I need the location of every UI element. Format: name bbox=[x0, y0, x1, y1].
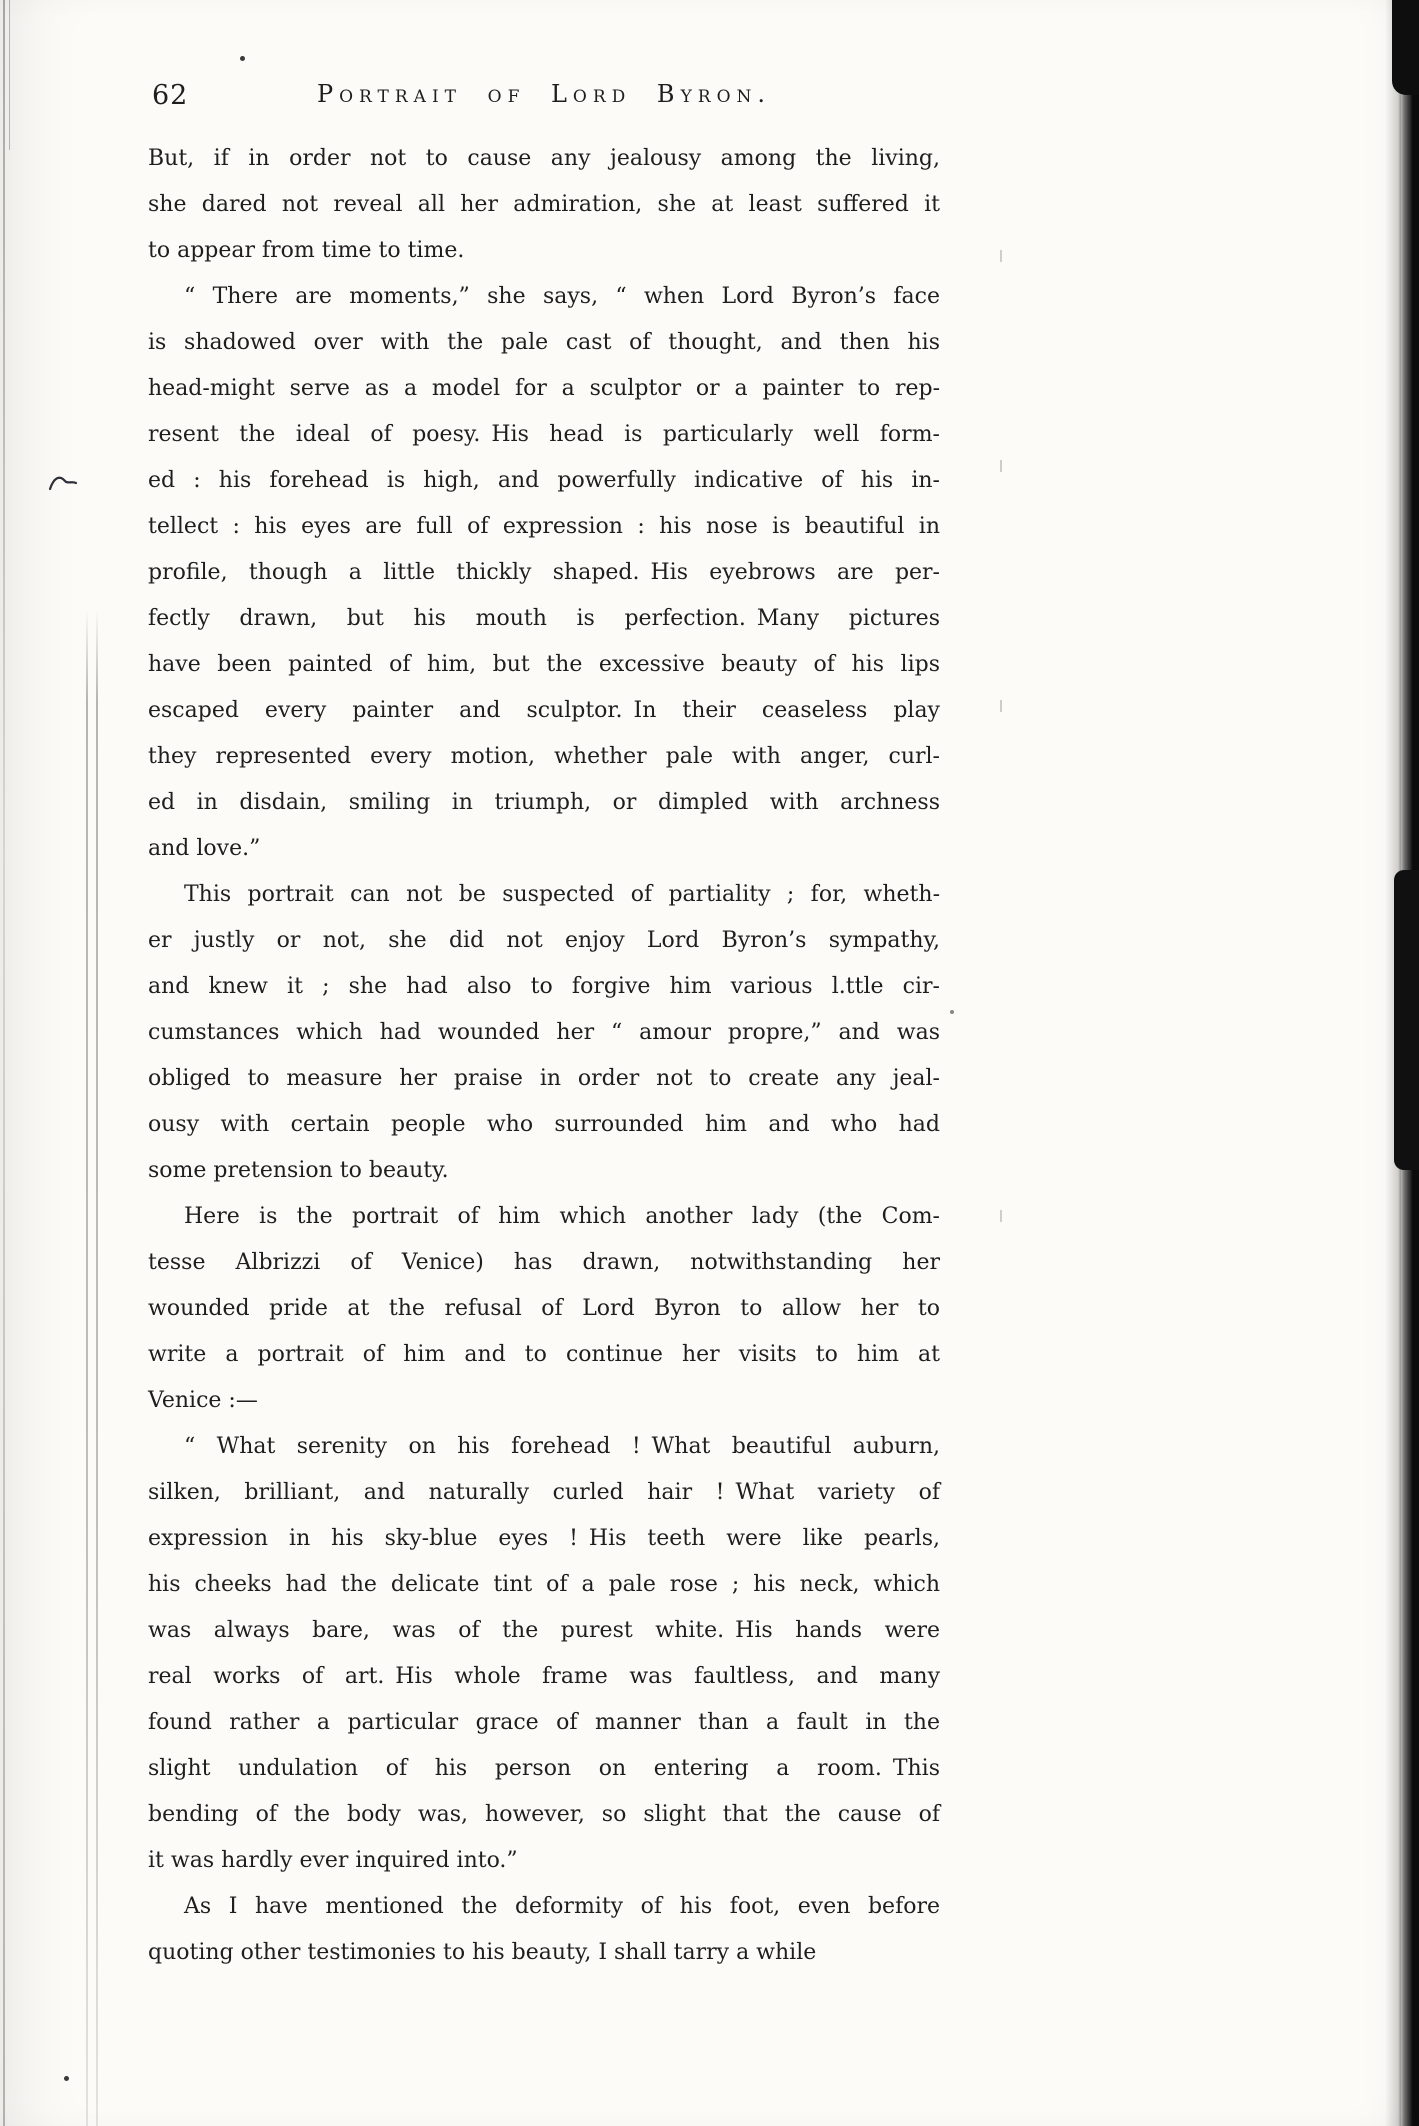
scan-noise-dash bbox=[1000, 700, 1002, 712]
text-line: fectly drawn, but his mouth is perfection. Many pictures bbox=[148, 606, 940, 631]
text-line: slight undulation of his person on entering a room. This bbox=[148, 1756, 940, 1781]
text-line: head-might serve as a model for a sculptor or a painter to rep- bbox=[148, 376, 940, 401]
text-line: er justly or not, she did not enjoy Lord Byron’s sympathy, bbox=[148, 928, 940, 953]
paragraph bbox=[148, 274, 940, 872]
text-line: quoting other testimonies to his beauty, I shall tarry a while bbox=[148, 1940, 817, 1965]
text-line: Here is the portrait of him which another lady (the Com- bbox=[184, 1204, 940, 1229]
text-line: resent the ideal of poesy. His head is particularly well form- bbox=[148, 422, 940, 447]
text-line: write a portrait of him and to continue her visits to him at bbox=[148, 1342, 940, 1367]
paragraph bbox=[148, 1194, 940, 1424]
scan-edge-line bbox=[3, 0, 5, 2126]
paragraph bbox=[148, 872, 940, 1194]
text-line: was always bare, was of the purest white. His hands were bbox=[148, 1618, 940, 1643]
text-line: ed in disdain, smiling in triumph, or dimpled with archness bbox=[148, 790, 940, 815]
text-line: escaped every painter and sculptor. In their ceaseless play bbox=[148, 698, 940, 723]
scan-noise-dash bbox=[1000, 250, 1002, 262]
paragraph bbox=[148, 1884, 940, 1976]
text-line: it was hardly ever inquired into.” bbox=[148, 1848, 518, 1873]
text-line: and knew it ; she had also to forgive him various l.ttle cir- bbox=[148, 974, 940, 999]
text-line: wounded pride at the refusal of Lord Byron to allow her to bbox=[148, 1296, 940, 1321]
text-line: “ What serenity on his forehead ! What beautiful auburn, bbox=[184, 1434, 940, 1459]
pen-squiggle-icon bbox=[48, 472, 78, 494]
text-line: This portrait can not be suspected of partiality ; for, wheth- bbox=[184, 882, 940, 907]
running-header: Portrait of Lord Byron. bbox=[316, 80, 772, 108]
text-line: tellect : his eyes are full of expression : his nose is beautiful in bbox=[148, 514, 940, 539]
text-line: tesse Albrizzi of Venice) has drawn, notwithstanding her bbox=[148, 1250, 940, 1275]
scan-noise-dash bbox=[1000, 460, 1002, 472]
ink-speck bbox=[950, 1010, 954, 1014]
text-line: expression in his sky-blue eyes ! His teeth were like pearls, bbox=[148, 1526, 940, 1551]
text-line: But, if in order not to cause any jealousy among the living, bbox=[148, 146, 940, 171]
text-line: bending of the body was, however, so slight that the cause of bbox=[148, 1802, 940, 1827]
paragraph bbox=[148, 136, 940, 274]
text-line: ed : his forehead is high, and powerfully indicative of his in- bbox=[148, 468, 940, 493]
page-body-text bbox=[148, 136, 940, 1976]
text-line: is shadowed over with the pale cast of thought, and then his bbox=[148, 330, 940, 355]
page-header bbox=[148, 78, 940, 118]
text-line: some pretension to beauty. bbox=[148, 1158, 449, 1183]
text-line: profile, though a little thickly shaped. His eyebrows are per- bbox=[148, 560, 940, 585]
text-line: his cheeks had the delicate tint of a pale rose ; his neck, which bbox=[148, 1572, 940, 1597]
scan-noise-dash bbox=[1000, 1210, 1002, 1222]
text-line: Venice :— bbox=[148, 1388, 258, 1413]
text-line: and love.” bbox=[148, 836, 261, 861]
text-line: to appear from time to time. bbox=[148, 238, 465, 263]
text-line: “ There are moments,” she says, “ when Lord Byron’s face bbox=[184, 284, 940, 309]
scan-fold-line bbox=[86, 610, 88, 2126]
scan-fold-line bbox=[96, 610, 98, 2126]
paragraph bbox=[148, 1424, 940, 1884]
binding-dark-patch bbox=[1394, 870, 1419, 1170]
text-line: real works of art. His whole frame was faultless, and many bbox=[148, 1664, 940, 1689]
text-line: silken, brilliant, and naturally curled hair ! What variety of bbox=[148, 1480, 940, 1505]
text-line: obliged to measure her praise in order not to create any jeal- bbox=[148, 1066, 940, 1091]
text-line: they represented every motion, whether pale with anger, curl- bbox=[148, 744, 940, 769]
text-line: she dared not reveal all her admiration, she at least suffered it bbox=[148, 192, 940, 217]
binding-dark-patch bbox=[1392, 0, 1419, 95]
scan-edge-line bbox=[9, 0, 10, 150]
text-line: As I have mentioned the deformity of his foot, even before bbox=[184, 1894, 940, 1919]
text-line: cumstances which had wounded her “ amour propre,” and was bbox=[148, 1020, 940, 1045]
ink-speck bbox=[64, 2076, 69, 2081]
page-number: 62 bbox=[152, 80, 189, 111]
text-line: have been painted of him, but the excessive beauty of his lips bbox=[148, 652, 940, 677]
ink-speck bbox=[240, 56, 245, 61]
text-line: ousy with certain people who surrounded him and who had bbox=[148, 1112, 940, 1137]
text-line: found rather a particular grace of manner than a fault in the bbox=[148, 1710, 940, 1735]
